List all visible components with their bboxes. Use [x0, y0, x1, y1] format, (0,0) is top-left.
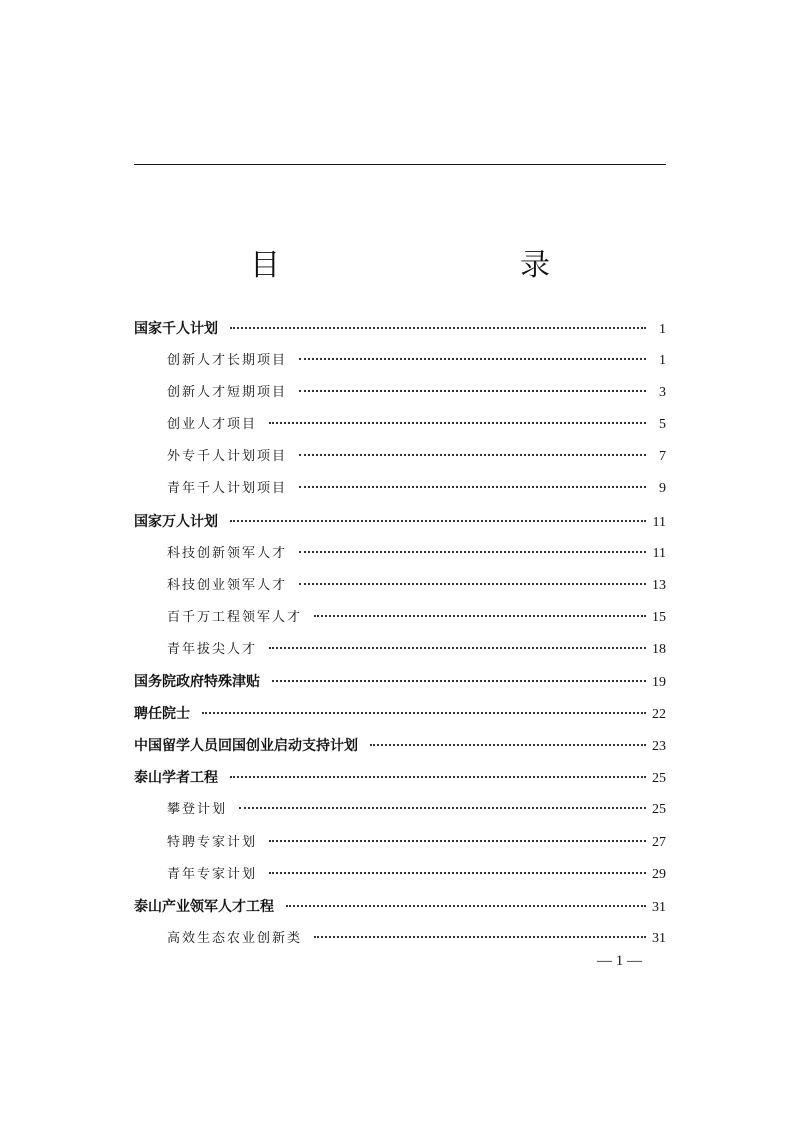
- dot-leader: [269, 840, 646, 842]
- dot-leader: [230, 520, 646, 522]
- toc-entry-page: 7: [659, 449, 666, 465]
- toc-entry-page: 1: [659, 353, 666, 369]
- dot-leader: [299, 583, 646, 585]
- dot-leader: [286, 905, 646, 907]
- toc-entry[interactable]: [134, 570, 666, 602]
- toc-entry[interactable]: [134, 762, 666, 794]
- toc-entry-page: 22: [652, 707, 666, 723]
- toc-entry[interactable]: [134, 698, 666, 730]
- toc-entry[interactable]: [134, 730, 666, 762]
- toc-entry-title: 创新人才长期项目: [167, 353, 288, 369]
- dot-leader: [299, 454, 646, 456]
- toc-entry-title: 中国留学人员回国创业启动支持计划: [134, 738, 358, 755]
- header-rule: [134, 164, 666, 165]
- dot-leader: [299, 390, 646, 392]
- dot-leader: [269, 422, 646, 424]
- toc-entry-title: 聘任院士: [134, 706, 190, 723]
- dot-leader: [230, 776, 646, 778]
- toc-entry[interactable]: [134, 313, 666, 345]
- toc-entry-page: 18: [652, 641, 666, 657]
- toc-entry[interactable]: [134, 827, 666, 859]
- toc-entry[interactable]: [134, 409, 666, 441]
- toc-entry[interactable]: [134, 506, 666, 538]
- toc-entry-title: 特聘专家计划: [167, 834, 258, 850]
- dot-leader: [230, 327, 646, 329]
- dot-leader: [314, 615, 646, 617]
- toc-entry[interactable]: [134, 473, 666, 505]
- toc-entry-title: 科技创新领军人才: [167, 545, 288, 561]
- toc-entry-title: 泰山产业领军人才工程: [134, 898, 274, 915]
- toc-entry[interactable]: [134, 891, 666, 923]
- toc-entry-page: 27: [652, 834, 666, 850]
- toc-entry[interactable]: [134, 538, 666, 570]
- toc-entry-page: 11: [652, 545, 666, 561]
- dot-leader: [299, 551, 646, 553]
- toc-entry[interactable]: [134, 859, 666, 891]
- dot-leader: [239, 807, 646, 809]
- toc-entry[interactable]: [134, 602, 666, 634]
- toc-entry-page: 25: [652, 802, 666, 818]
- toc-entry-title: 创业人才项目: [167, 417, 258, 433]
- toc-entry-page: 31: [652, 930, 666, 946]
- dot-leader: [202, 712, 646, 714]
- toc-entry-page: 11: [652, 514, 666, 530]
- toc-entry-page: 9: [659, 481, 666, 497]
- toc-entry-title: 高效生态农业创新类: [167, 930, 303, 946]
- dot-leader: [299, 486, 646, 488]
- dot-leader: [370, 744, 646, 746]
- toc-entry[interactable]: [134, 666, 666, 698]
- toc-entry-title: 泰山学者工程: [134, 770, 218, 787]
- toc-entry-page: 3: [659, 385, 666, 401]
- toc-entry-page: 13: [652, 577, 666, 593]
- toc-entry[interactable]: [134, 634, 666, 666]
- dot-leader: [314, 936, 646, 938]
- toc-entry-title: 百千万工程领军人才: [167, 609, 303, 625]
- toc-entry[interactable]: [134, 794, 666, 826]
- toc-entry-title: 攀登计划: [167, 802, 228, 818]
- page-title: 目 录: [250, 248, 610, 283]
- toc-entry-title: 外专千人计划项目: [167, 449, 288, 465]
- toc-entry-title: 国务院政府特殊津贴: [134, 674, 260, 691]
- toc-entry-title: 国家万人计划: [134, 513, 218, 530]
- toc-entry-page: 25: [652, 771, 666, 787]
- toc-entry-page: 15: [652, 609, 666, 625]
- toc-entry[interactable]: [134, 377, 666, 409]
- toc-entry-title: 科技创业领军人才: [167, 577, 288, 593]
- dot-leader: [272, 680, 646, 682]
- toc-entry[interactable]: [134, 923, 666, 955]
- toc-entry-page: 29: [652, 866, 666, 882]
- toc-entry[interactable]: [134, 345, 666, 377]
- toc-entry-page: 5: [659, 417, 666, 433]
- toc-entry-page: 1: [659, 322, 666, 337]
- toc-entry-page: 19: [652, 675, 666, 691]
- toc-entry-title: 国家千人计划: [134, 321, 218, 337]
- toc-entry-page: 31: [652, 899, 666, 915]
- dot-leader: [299, 358, 646, 360]
- toc-entry-title: 青年专家计划: [167, 866, 258, 882]
- table-of-contents: [134, 313, 666, 955]
- toc-entry-title: 青年千人计划项目: [167, 481, 288, 497]
- page-number: — 1 —: [597, 953, 642, 969]
- toc-entry-title: 创新人才短期项目: [167, 385, 288, 401]
- toc-entry-title: 青年拔尖人才: [167, 641, 258, 657]
- dot-leader: [269, 647, 646, 649]
- toc-entry[interactable]: [134, 441, 666, 473]
- dot-leader: [269, 872, 646, 874]
- toc-entry-page: 23: [652, 739, 666, 755]
